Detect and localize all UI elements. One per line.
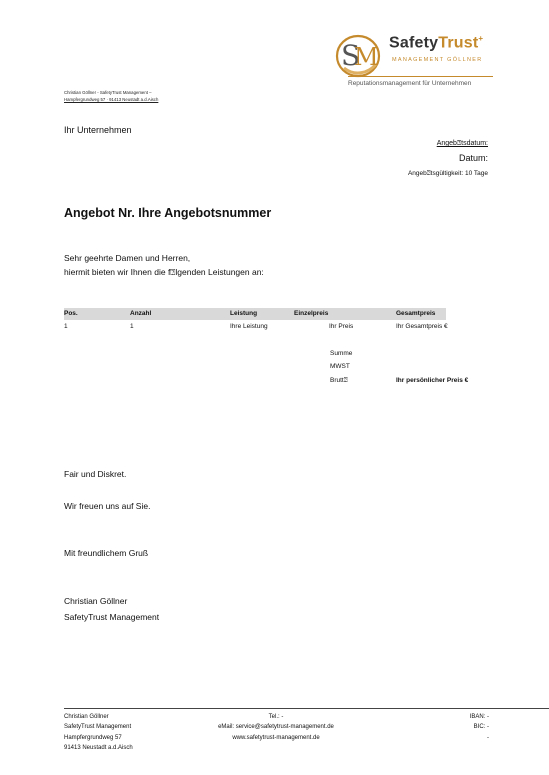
logo-tagline: Reputationsmanagement für Unternehmen: [348, 80, 472, 87]
vat-label: MWST: [330, 363, 350, 370]
header-service: Leistung: [230, 310, 258, 317]
header-total: Gesamtpreis: [396, 310, 436, 317]
svg-text:S: S: [341, 39, 361, 72]
offer-date-label: Angeb⍰tsdatum:: [436, 140, 488, 147]
footer-website: www.safetytrust-management.de: [232, 734, 320, 741]
signature-name: Christian Göllner: [64, 596, 128, 606]
signature-company: SafetyTrust Management: [64, 612, 160, 622]
logo-subtitle: MANAGEMENT GÖLLNER: [392, 57, 483, 63]
footer-extra: -: [487, 734, 489, 741]
row-service: Ihre Leistung: [230, 323, 268, 330]
footer-email: eMail: service@safetytrust-management.de: [218, 724, 334, 731]
gross-label: Brutt⍰: [330, 377, 348, 384]
offer-validity: Angeb⍰tsgültigkeit: 10 Tage: [407, 170, 488, 177]
row-unit-price: Ihr Preis: [329, 323, 354, 330]
svg-text:M: M: [354, 43, 379, 71]
sender-line-1: Christian Göllner - SafetyTrust Management –: [64, 90, 152, 95]
logo-divider: [348, 76, 493, 77]
company-logo: [334, 24, 494, 94]
header-qty: Anzahl: [130, 310, 152, 317]
greeting: [64, 251, 264, 279]
row-pos: 1: [64, 323, 68, 330]
sender-line-2: Hampfergrundweg 57 · 91413 Neustadt a.d.Aisch: [64, 96, 159, 102]
sum-label: Summe: [330, 350, 353, 357]
greeting-line-2: hiermit bieten wir Ihnen die f⍰lgenden Leistungen an:: [64, 267, 264, 277]
header-unit-price: Einzelpreis: [294, 310, 329, 317]
greeting-line-1: Sehr geehrte Damen und Herren,: [64, 253, 191, 263]
footer-right: [470, 712, 489, 743]
footer-phone: Tel.: -: [268, 714, 284, 720]
footer-name: Christian Göllner: [64, 714, 109, 720]
footer-company: SafetyTrust Management: [64, 724, 132, 731]
date-label: Datum:: [458, 153, 488, 163]
footer-iban: IBAN: -: [469, 714, 489, 720]
closing-line-1: Fair und Diskret.: [64, 469, 127, 479]
gross-value: Ihr persönlicher Preis €: [396, 377, 469, 384]
footer-street: Hampfergrundweg 57: [64, 734, 122, 741]
row-total: Ihr Gesamtpreis €: [396, 323, 448, 330]
header-pos: Pos.: [64, 310, 78, 317]
closing-line-2: Wir freuen uns auf Sie.: [64, 501, 151, 511]
row-qty: 1: [130, 323, 134, 330]
closing-regards: Mit freundlichem Gruß: [64, 548, 149, 558]
sender-address: [64, 90, 158, 103]
logo-title: SafetyTrust+: [389, 34, 484, 52]
footer-left: [64, 712, 133, 753]
offer-title: Angebot Nr. Ihre Angebotsnummer: [64, 206, 272, 220]
sm-monogram-icon: [334, 30, 384, 80]
footer-city: 91413 Neustadt a.d.Aisch: [64, 744, 133, 751]
footer-divider: [64, 708, 549, 709]
footer-center: [218, 712, 334, 743]
footer-bic: BIC: -: [473, 724, 489, 731]
recipient: Ihr Unternehmen: [64, 125, 132, 135]
